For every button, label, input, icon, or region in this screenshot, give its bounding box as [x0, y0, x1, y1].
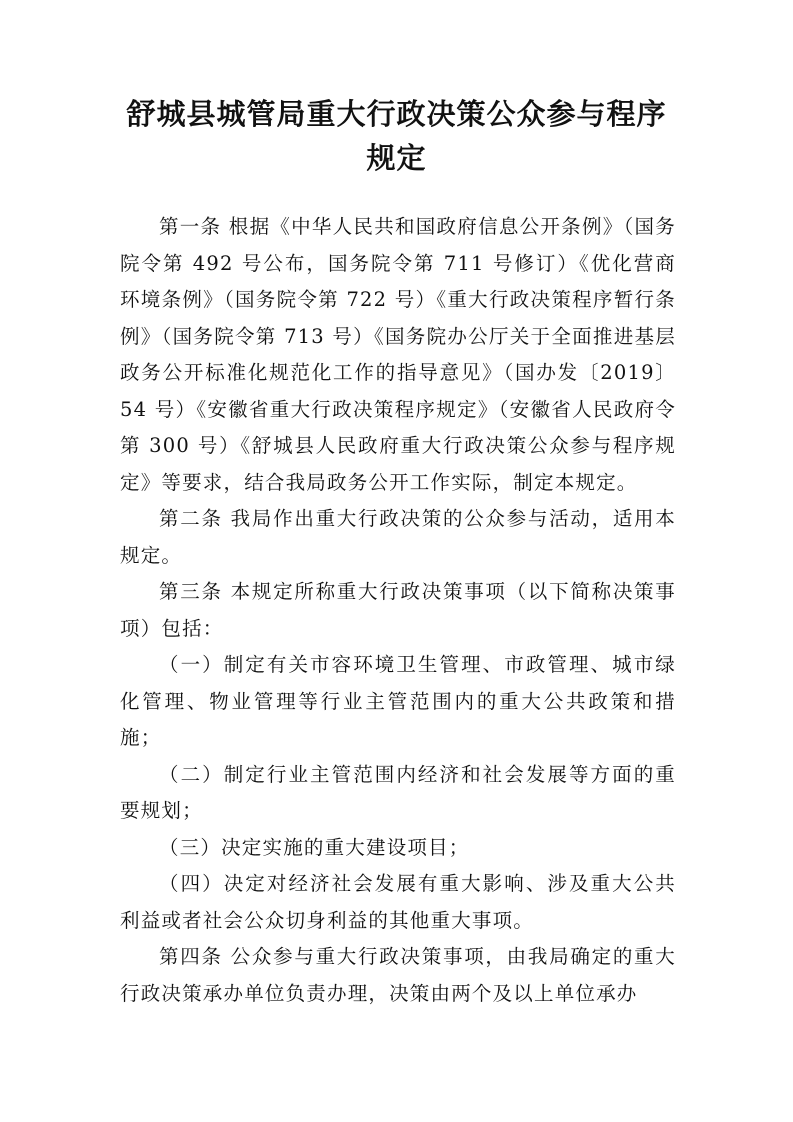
article-4-paragraph: 第四条 公众参与重大行政决策事项，由我局确定的重大行政决策承办单位负责办理，决策由两个及以上单位承办 [120, 945, 676, 1005]
article-3-item-1: （一）制定有关市容环境卫生管理、市政管理、城市绿化管理、物业管理等行业主管范围内的重大公共政策和措施； [120, 653, 676, 749]
title-line-2: 规定 [366, 141, 427, 175]
title-line-1: 舒城县城管局重大行政决策公众参与程序 [126, 97, 667, 131]
article-2-paragraph: 第二条 我局作出重大行政决策的公众参与活动，适用本规定。 [120, 507, 676, 567]
article-3-item-2: （二）制定行业主管范围内经济和社会发展等方面的重要规划； [120, 762, 676, 822]
article-1-paragraph: 第一条 根据《中华人民共和国政府信息公开条例》（国务院令第 492 号公布，国务院令第 711 号修订）《优化营商环境条例》（国务院令第 722 号）《重大行政决策程序暂行条例》（国务院令第 713 号）《国务院办公厅关于全面推进基层政务公开标准化规范化工作的指导意见》（国办发〔2019〕54 号）《安徽省重大行政决策程序规定》（安徽省人民政府令第 300 号）《舒城县人民政府重大行政决策公众参与程序规定》等要求，结合我局政务公开工作实际，制定本规定。 [120, 215, 676, 494]
document-title [100, 92, 693, 180]
document-body [120, 209, 676, 1012]
article-3-item-4: （四）决定对经济社会发展有重大影响、涉及重大公共利益或者社会公众切身利益的其他重大事项。 [120, 872, 676, 932]
article-3-item-3: （三）决定实施的重大建设项目； [159, 835, 470, 859]
article-3-paragraph: 第三条 本规定所称重大行政决策事项（以下简称决策事项）包括： [120, 580, 676, 640]
